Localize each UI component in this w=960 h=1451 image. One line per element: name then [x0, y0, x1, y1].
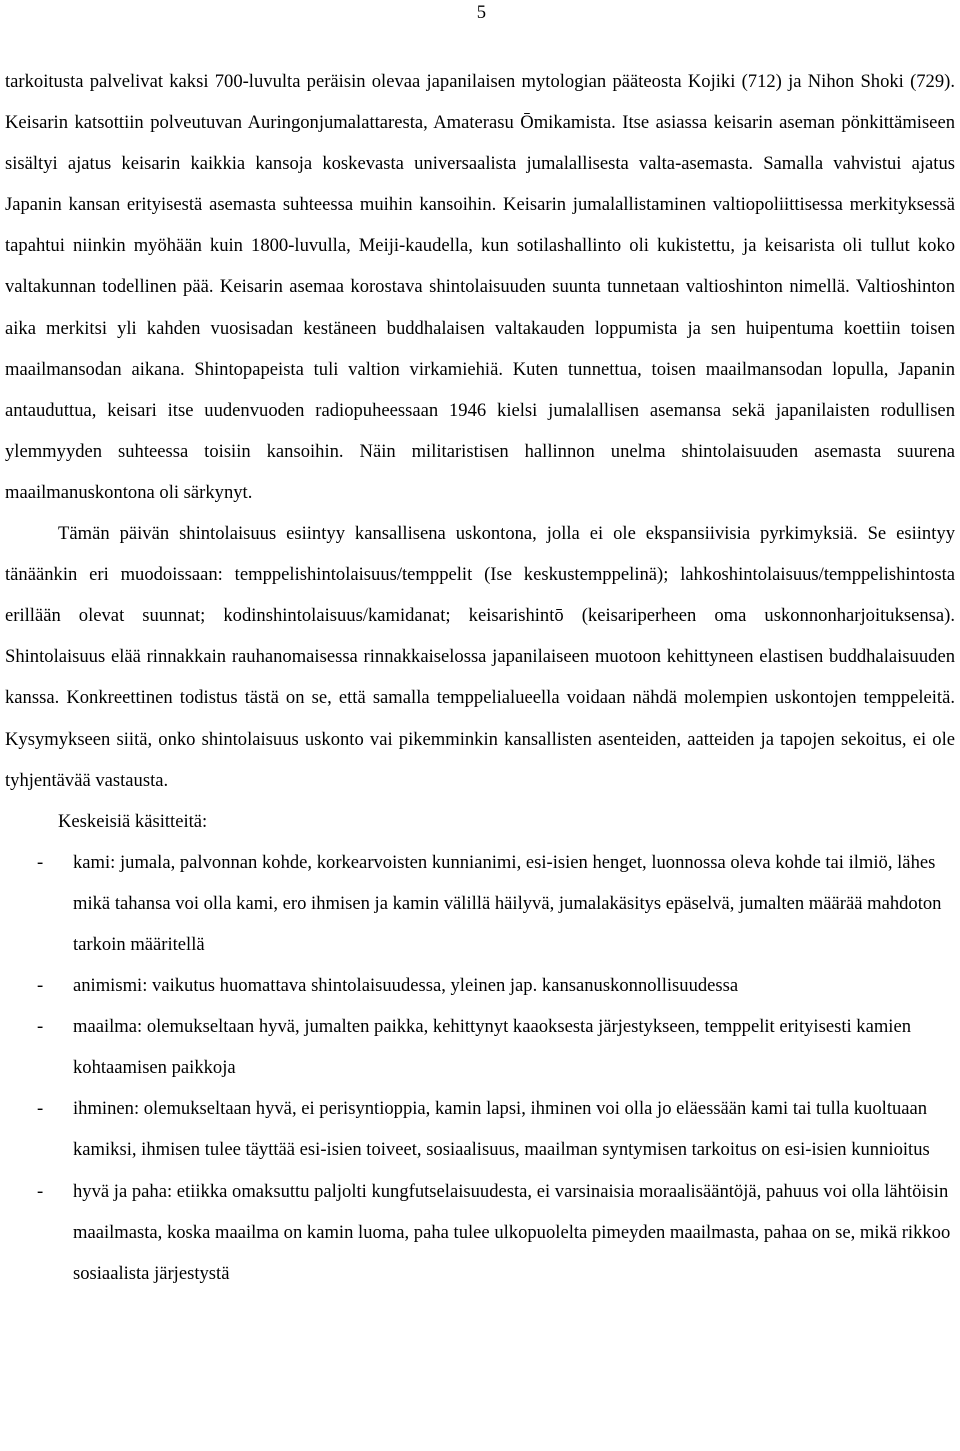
concept-text: animismi: vaikutus huomattava shintolaisuudessa, yleinen jap. kansanuskonnollisuudessa	[73, 975, 739, 997]
list-dash: -	[37, 975, 44, 997]
concept-item-hyva-ja-paha	[5, 1171, 955, 1294]
concept-text: kami: jumala, palvonnan kohde, korkearvoisten kunnianimi, esi-isien henget, luonnossa oleva kohde tai ilmiö, lähes mikä tahansa voi olla kami, ero ihmisen ja kamin välillä häilyvä, jumalakäsitys epäselvä, jumalten määrää mahdoton tarkoin määritellä	[73, 851, 942, 955]
paragraph-present-day-shinto: Tämän päivän shintolaisuus esiintyy kansallisena uskontona, jolla ei ole ekspansiivisia pyrkimyksiä. Se esiintyy tänäänkin eri muodoissaan: temppelishintolaisuus/temppelit (Ise keskustemppelinä); lahkoshintolaisuus/temppelishintosta erillään olevat suunnat; kodinshintolaisuus/kamidanat; keisarishintō (keisariperheen oma uskonnonharjoituksensa). Shintolaisuus elää rinnakkain rauhanomaisessa rinnakkaiselossa japanilaiseen muotoon kehittyneen elastisen buddhalaisuuden kanssa. Konkreettinen todistus tästä on se, että samalla temppelialueella voidaan nähdä molempien uskontojen temppeleitä. Kysymykseen siitä, onko shintolaisuus uskonto vai pikemminkin kansallisten asenteiden, aatteiden ja tapojen sekoitus, ei ole tyhjentävää vastausta.	[5, 523, 955, 791]
concept-text: maailma: olemukseltaan hyvä, jumalten paikka, kehittynyt kaaoksesta järjestykseen, temppelit erityisesti kamien kohtaamisen paikkoja	[73, 1016, 912, 1079]
concept-item-kami	[5, 842, 955, 965]
concept-item-animismi	[5, 965, 955, 1006]
page-number: 5	[476, 2, 486, 23]
list-dash: -	[37, 1098, 44, 1120]
concept-list	[5, 842, 955, 1294]
list-dash: -	[37, 1016, 44, 1038]
concept-item-ihminen	[5, 1088, 955, 1170]
list-dash: -	[37, 851, 44, 873]
concept-text: hyvä ja paha: etiikka omaksuttu paljolti kungfutselaisuudesta, ei varsinaisia moraalisääntöjä, pahuus voi olla lähtöisin maailmasta, koska maailma on kamin luoma, paha tulee ulkopuolelta pimeyden maailmasta, pahaa on se, mikä rikkoo sosiaalista järjestystä	[73, 1180, 951, 1284]
document-body	[5, 61, 955, 1294]
list-dash: -	[37, 1180, 44, 1202]
concept-item-maailma	[5, 1006, 955, 1088]
concepts-heading: Keskeisiä käsitteitä:	[58, 810, 208, 832]
concept-text: ihminen: olemukseltaan hyvä, ei perisyntioppia, kamin lapsi, ihminen voi olla jo eläessään kami tai tulla kuoltuaan kamiksi, ihmisen tulee täyttää esi-isien toiveet, sosiaalisuus, maailman syntymisen tarkoitus on esi-isien kunnioitus	[73, 1098, 930, 1161]
paragraph-intro: tarkoitusta palvelivat kaksi 700-luvulta peräisin olevaa japanilaisen mytologian pääteosta Kojiki (712) ja Nihon Shoki (729). Keisarin katsottiin polveutuvan Auringonjumalattaresta, Amaterasu Ōmikamista. Itse asiassa keisarin aseman pönkittämiseen sisältyi ajatus keisarin kaikkia kansoja koskevasta universaalista jumalallisesta valta-asemasta. Samalla vahvistui ajatus Japanin kansan erityisestä asemasta suhteessa muihin kansoihin. Keisarin jumalallistaminen valtiopoliittisessa merkityksessä tapahtui niinkin myöhään kuin 1800-luvulla, Meiji-kaudella, kun sotilashallinto oli kukistettu, ja keisarista oli tullut koko valtakunnan todellinen pää. Keisarin asemaa korostava shintolaisuuden suunta tunnetaan valtioshinton nimellä. Valtioshinton aika merkitsi yli kahden vuosisadan kestäneen buddhalaisen valtakauden loppumista ja sen huipentuma koettiin toisen maailmansodan aikana. Shintopapeista tuli valtion virkamiehiä. Kuten tunnettua, toisen maailmansodan lopulla, Japanin antauduttua, keisari itse uudenvuoden radiopuheessaan 1946 kielsi jumalallisen asemansa sekä japanilaisten rodullisen ylemmyyden suhteessa toisiin kansoihin. Näin militaristisen hallinnon unelma shintolaisuuden asemasta suurena maailmanuskontona oli särkynyt.	[5, 71, 955, 503]
